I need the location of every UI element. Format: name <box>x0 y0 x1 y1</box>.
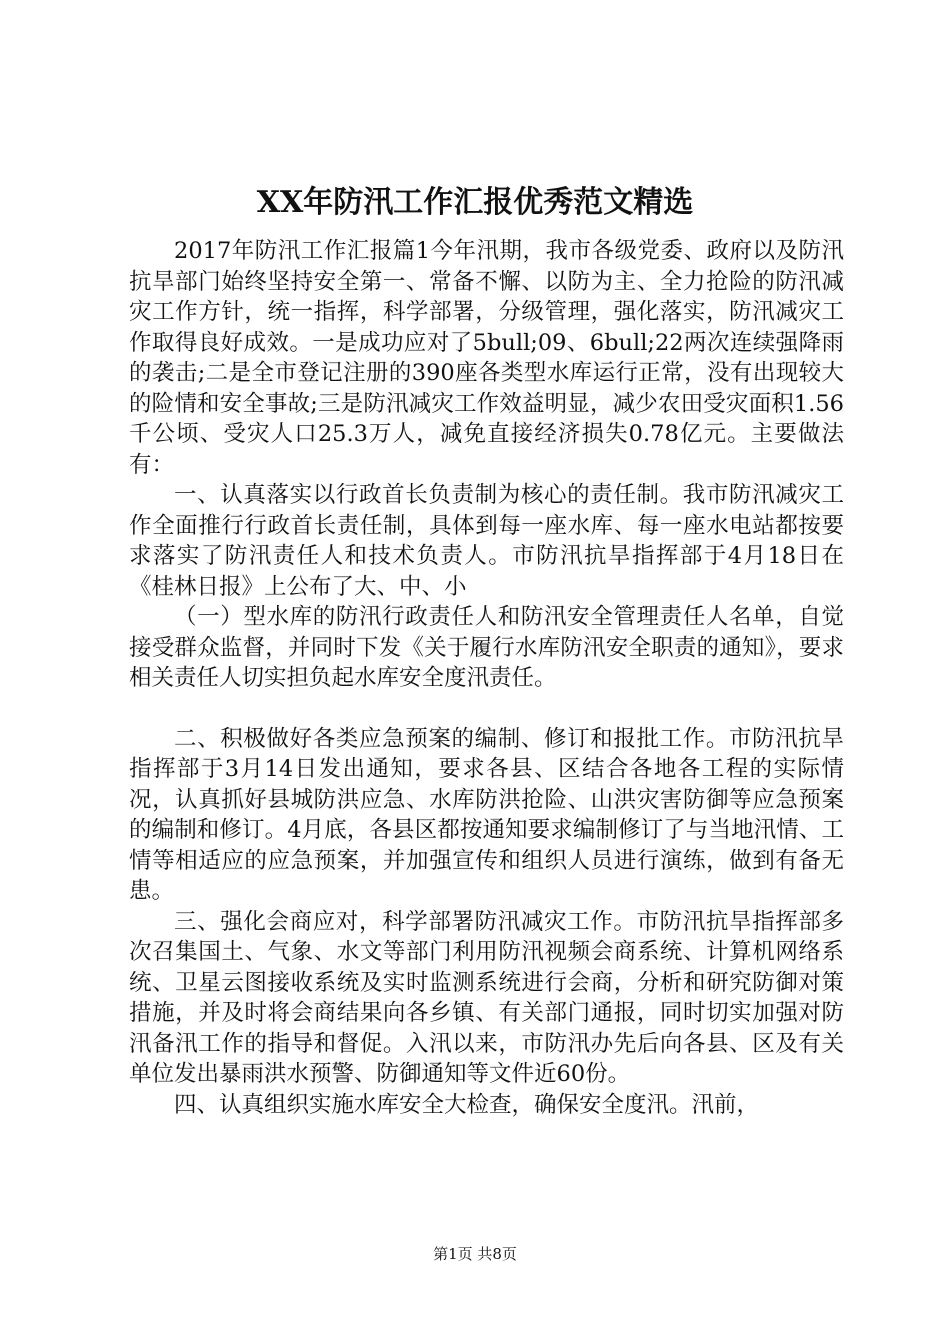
document-body <box>129 236 844 1120</box>
document-title: XX年防汛工作汇报优秀范文精选 <box>256 185 694 220</box>
paragraph-section-4: 四、认真组织实施水库安全大检查，确保安全度汛。汛前， <box>174 1091 760 1118</box>
paragraph-section-1: 一、认真落实以行政首长负责制为核心的责任制。我市防汛减灾工作全面推行行政首长责任制，具体到每一座水库、每一座水电站都按要求落实了防汛责任人和技术负责人。市防汛抗旱指挥部于4月18日在《桂林日报》上公布了大、中、小 <box>129 482 844 600</box>
paragraph-section-1-continued: （一）型水库的防汛行政责任人和防汛安全管理责任人名单，自觉接受群众监督，并同时下发《关于履行水库防汛安全职责的通知》，要求相关责任人切实担负起水库安全度汛责任。 <box>129 604 844 691</box>
paragraph-section-3: 三、强化会商应对，科学部署防汛减灾工作。市防汛抗旱指挥部多次召集国土、气象、水文等部门利用防汛视频会商系统、计算机网络系统、卫星云图接收系统及实时监测系统进行会商，分析和研究防御对策措施，并及时将会商结果向各乡镇、有关部门通报，同时切实加强对防汛备汛工作的指导和督促。入汛以来，市防汛办先后向各县、区及有关单位发出暴雨洪水预警、防御通知等文件近60份。 <box>129 908 844 1087</box>
page-number-footer: 第1页 共8页 <box>433 1245 517 1263</box>
paragraph-section-2: 二、积极做好各类应急预案的编制、修订和报批工作。市防汛抗旱指挥部于3月14日发出通知，要求各县、区结合各地各工程的实际情况，认真抓好县城防洪应急、水库防洪抢险、山洪灾害防御等应急预案的编制和修订。4月底，各县区都按通知要求编制修订了与当地汛情、工情等相适应的应急预案，并加强宣传和组织人员进行演练，做到有备无患。 <box>129 725 844 904</box>
paragraph-intro: 2017年防汛工作汇报篇1今年汛期，我市各级党委、政府以及防汛抗旱部门始终坚持安全第一、常备不懈、以防为主、全力抢险的防汛减灾工作方针，统一指挥，科学部署，分级管理，强化落实，防汛减灾工作取得良好成效。一是成功应对了5bull;09、6bull;22两次连续强降雨的袭击;二是全市登记注册的390座各类型水库运行正常，没有出现较大的险情和安全事故;三是防汛减灾工作效益明显，减少农田受灾面积1.56千公顷、受灾人口25.3万人，减免直接经济损失0.78亿元。主要做法有： <box>129 238 844 478</box>
